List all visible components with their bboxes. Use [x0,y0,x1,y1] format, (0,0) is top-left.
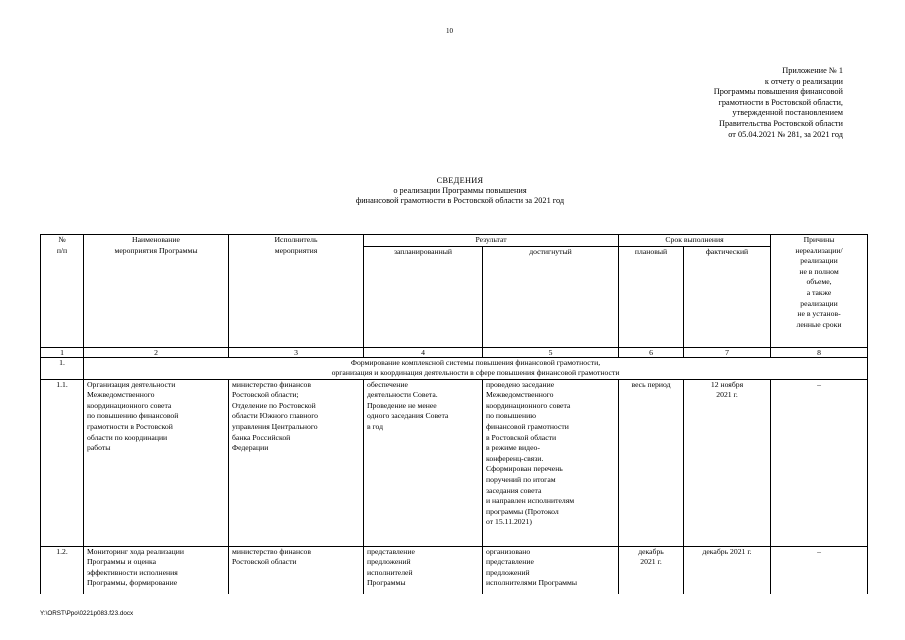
header-result-planned: запланированный [364,246,483,347]
header-term: Срок выполнения [619,235,771,247]
column-number: 5 [483,347,619,357]
appendix-line: к отчету о реализации [764,76,843,86]
appendix-line: Программы повышения финансовой [713,87,843,97]
column-number: 8 [771,347,868,357]
table-row [41,379,868,546]
column-number: 6 [619,347,684,357]
row-num: 1.1. [41,379,84,546]
row-executor: министерство финансов Ростовской области; Отделение по Ростовской области Южного главного управления Центрального банка Российской Федерации [229,379,364,546]
column-number: 7 [684,347,771,357]
header-result-achieved: достигнутый [483,246,619,347]
header-num: № п/п [41,235,84,348]
appendix-line: Правительства Ростовской области [719,118,843,128]
header-result: Результат [364,235,619,247]
report-table [40,234,868,594]
appendix-line: Приложение № 1 [782,66,843,75]
row-term-actual: 12 ноября 2021 г. [684,379,771,546]
document-title [280,176,640,205]
appendix-note [583,66,843,140]
row-planned-result: обеспечение деятельности Совета. Проведение не менее одного заседания Совета в год [364,379,483,546]
appendix-line: утвержденной постановлением [732,108,843,118]
row-num: 1.2. [41,546,84,594]
row-achieved-result: проведено заседание Межведомственного координационного совета по повышению финансовой грамотности в Ростовской области в режиме видео- конференц-связи. Сформирован перечень поручений по итогам заседания совета и направлен исполнителям программы (Протокол от 15.11.2021) [483,379,619,546]
row-term-planned: весь период [619,379,684,546]
row-achieved-result: организовано представление предложений исполнителями Программы [483,546,619,594]
page-number: 10 [446,27,453,35]
header-name: Наименование мероприятия Программы [84,235,229,348]
title-line: о реализации Программы повышения [393,185,527,195]
row-term-actual: декабрь 2021 г. [684,546,771,594]
row-term-planned: декабрь 2021 г. [619,546,684,594]
column-number: 2 [84,347,229,357]
column-number: 1 [41,347,84,357]
row-executor: министерство финансов Ростовской области [229,546,364,594]
section-title: Формирование комплексной системы повышения финансовой грамотности, организация и координация деятельности в сфере повышения финансовой грамотности [84,357,868,379]
header-reasons: Причины нереализации/ реализации не в полном объеме, а также реализации не в установ- ленные сроки [771,235,868,348]
table-row [41,546,868,594]
section-row [41,357,868,379]
row-planned-result: представление предложений исполнителей Программы [364,546,483,594]
section-num: 1. [41,357,84,379]
title-main: СВЕДЕНИЯ [436,176,484,185]
row-reasons: – [771,546,868,594]
appendix-line: от 05.04.2021 № 281, за 2021 год [728,129,843,139]
appendix-line: грамотности в Ростовской области, [718,97,843,107]
header-executor: Исполнитель мероприятия [229,235,364,348]
row-name: Организация деятельности Межведомственного координационного совета по повышению финансовой грамотности в Ростовской области по координации работы [84,379,229,546]
row-name: Мониторинг хода реализации Программы и оценка эффективности исполнения Программы, формирование [84,546,229,594]
file-path-footer: Y:\ORST\Ppo\0221p083.f23.docx [40,610,134,617]
row-reasons: – [771,379,868,546]
header-term-actual: фактический [684,246,771,347]
column-number: 4 [364,347,483,357]
title-line: финансовой грамотности в Ростовской области за 2021 год [355,195,565,205]
header-term-planned: плановый [619,246,684,347]
column-numbers-row [41,347,868,357]
column-number: 3 [229,347,364,357]
